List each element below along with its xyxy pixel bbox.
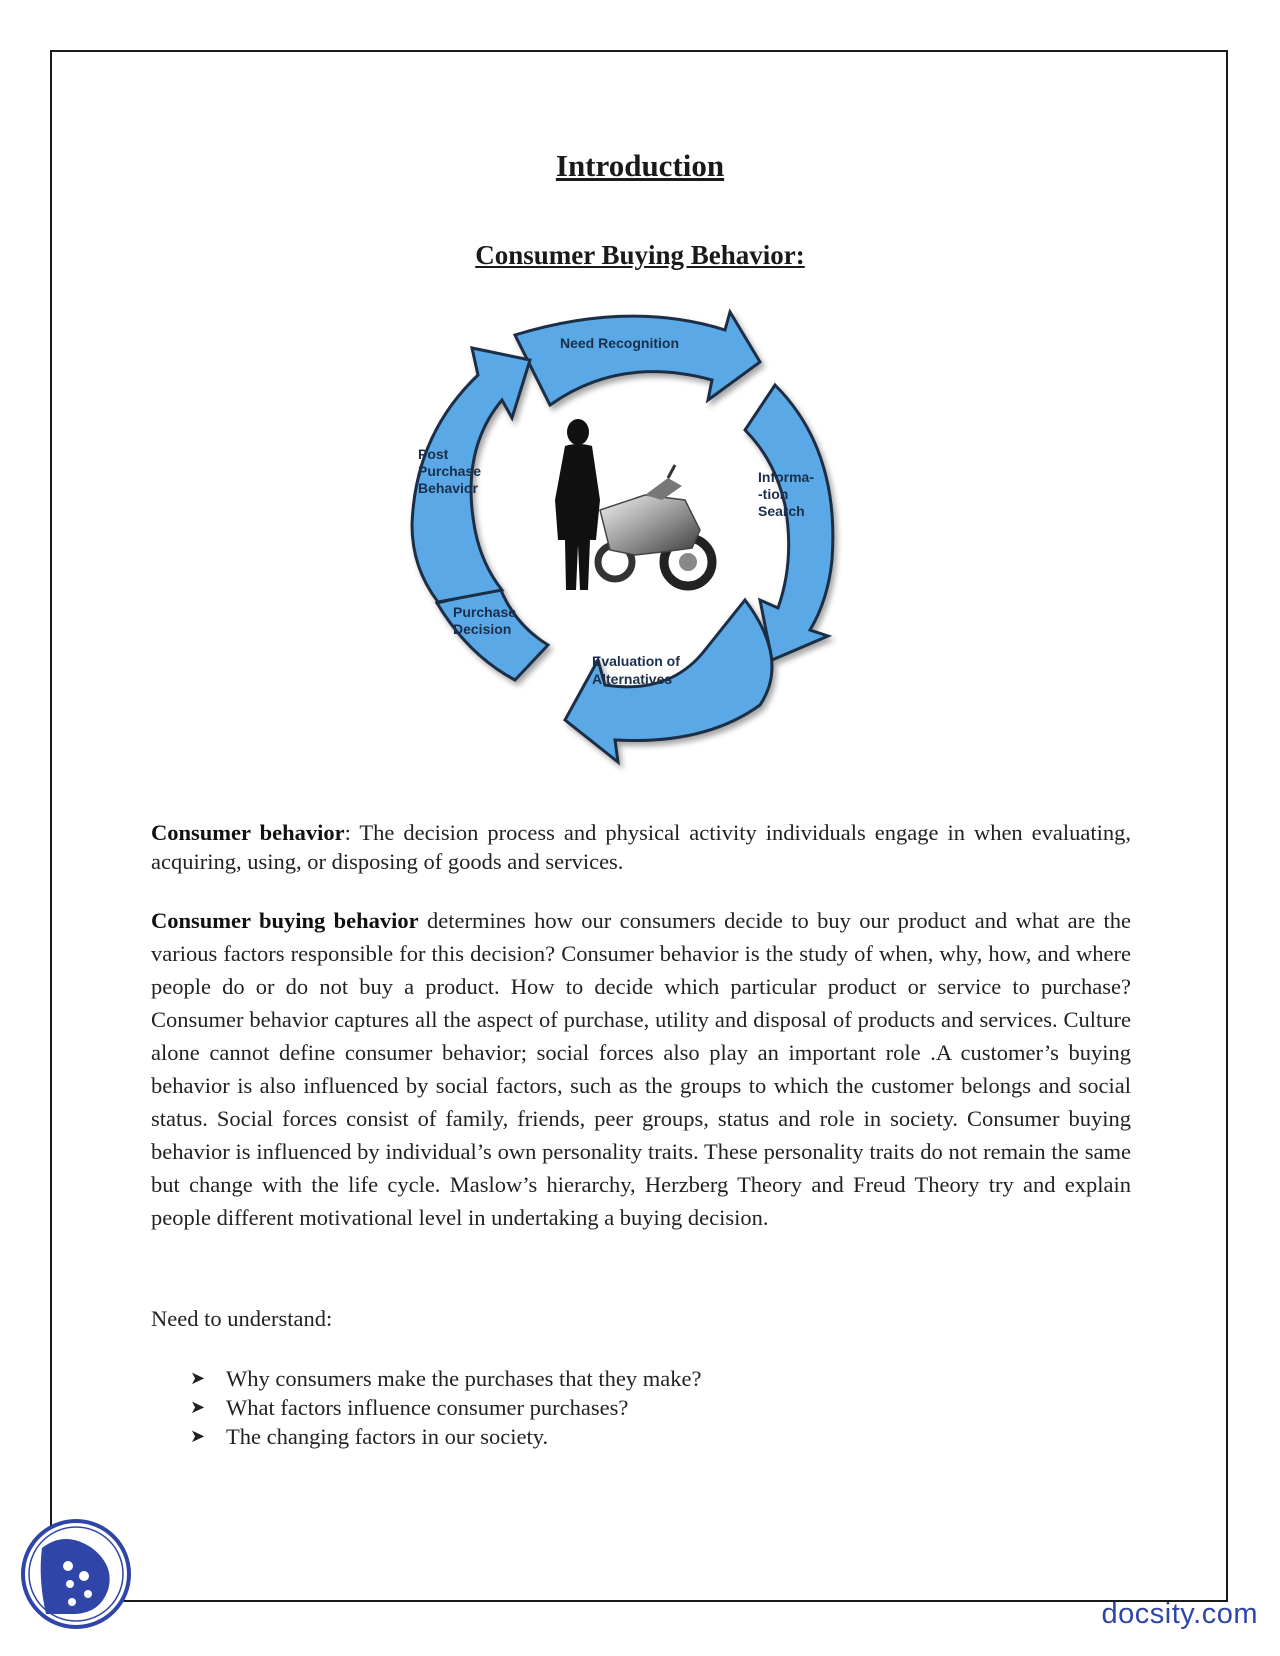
buying-process-diagram — [400, 300, 900, 790]
label-information-search-3: Search — [758, 503, 805, 519]
docsity-brand-link[interactable]: docsity.com — [1101, 1598, 1258, 1630]
p1-text: : The decision process and physical activity individuals engage in when evaluating, acquiring, using, or disposing of goods and services. — [151, 820, 1132, 874]
p2-text: determines how our consumers decide to buy our product and what are the various factors responsible for this decision? Consumer behavior is the study of when, why, how, and where people do or do not buy a product. How to decide which particular product or service to purchase? Consumer behavior captures all the aspect of purchase, utility and disposal of products and services. Culture alone cannot define consumer behavior; social forces also play an important role .A customer’s buying behavior is also influenced by social factors, such as the groups to which the customer belongs and social status. Social forces consist of family, friends, peer groups, status and role in society. Consumer buying behavior is influenced by individual’s own personality traits. These personality traits do not remain the same but change with the life cycle. Maslow’s hierarchy, Herzberg Theory and Freud Theory try and explain people different motivational level in undertaking a buying decision. — [151, 908, 1132, 1230]
section-subtitle: Consumer Buying Behavior: — [475, 240, 805, 270]
need-to-understand-heading: Need to understand: — [151, 1306, 333, 1331]
label-purchase-decision-1: Purchase — [453, 604, 517, 620]
consumer-behavior-definition — [151, 818, 1131, 876]
list-item: ➤ What factors influence consumer purchases? — [190, 1395, 629, 1420]
consumer-buying-behavior-paragraph — [151, 904, 1131, 1234]
label-purchase-decision-2: Decision — [453, 621, 512, 637]
label-post-purchase-1: Post — [418, 446, 449, 462]
label-post-purchase-2: Purchase — [418, 463, 482, 479]
p2-term: Consumer buying behavior — [151, 908, 419, 933]
arrow-bullet-icon: ➤ — [190, 1368, 206, 1388]
need-recognition-arrow — [515, 312, 760, 405]
label-evaluation-2: Alternatives — [592, 671, 673, 687]
label-need-recognition: Need Recognition — [560, 335, 680, 351]
man-silhouette-icon — [555, 419, 600, 590]
list-item: ➤ Why consumers make the purchases that they make? — [190, 1366, 702, 1391]
label-post-purchase-3: Behavior — [418, 480, 478, 496]
list-item: ➤ The changing factors in our society. — [190, 1424, 549, 1449]
p1-term: Consumer behavior — [151, 820, 345, 845]
label-information-search-1: Informa- — [758, 469, 814, 485]
page-title: Introduction — [555, 148, 725, 183]
understanding-bullet-list — [190, 1364, 1090, 1451]
arrow-bullet-icon: ➤ — [190, 1426, 206, 1446]
arrow-bullet-icon: ➤ — [190, 1397, 206, 1417]
motorcycle-icon — [598, 465, 712, 586]
label-evaluation-1: Evaluation of — [592, 653, 680, 669]
label-information-search-2: -tion — [758, 486, 789, 502]
docsity-logo-icon[interactable] — [20, 1518, 132, 1630]
